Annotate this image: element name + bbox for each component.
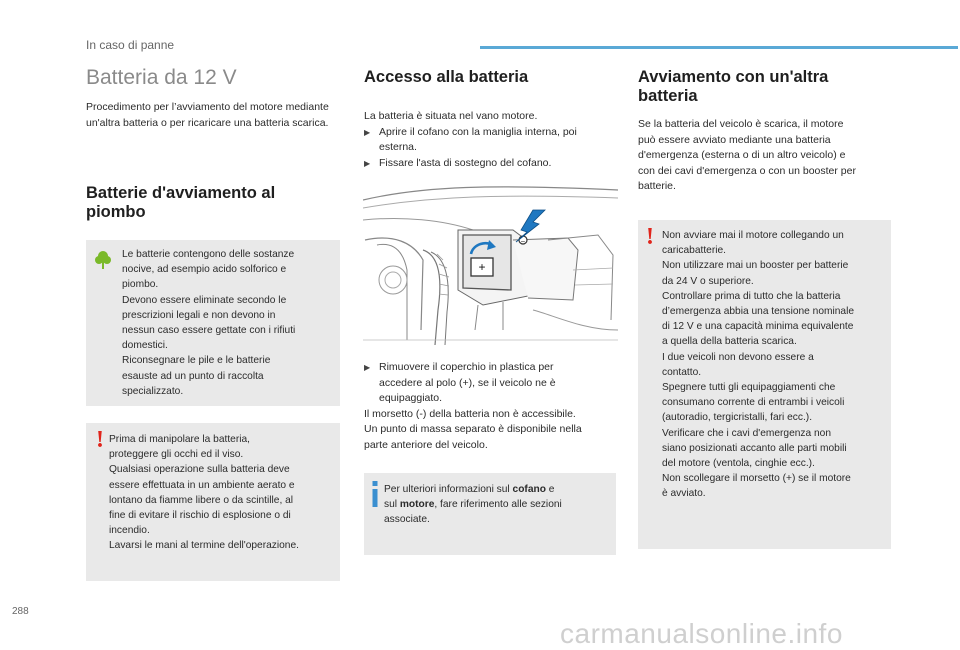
warning-text <box>662 228 889 502</box>
text-line: esterna. <box>379 141 417 154</box>
text-line: Devono essere eliminate secondo le <box>122 294 287 306</box>
text-line: accedere al polo (+), se il veicolo ne è <box>379 376 556 389</box>
text-line: d’emergenza abbia una tensione nominale <box>662 306 855 318</box>
bullet-icon: ▶ <box>364 127 371 137</box>
text-span: sul <box>384 499 400 511</box>
section-header: In caso di panne <box>86 38 175 52</box>
warning-exclamation-icon: ! <box>646 224 654 250</box>
text-line: è avviato. <box>662 488 706 500</box>
heading-line: batteria <box>638 87 698 105</box>
battery-cover-text <box>364 360 619 454</box>
text-line: proteggere gli occhi ed il viso. <box>109 449 244 461</box>
intro-paragraph: Procedimento per l’avviamento del motore mediante un'altra batteria o per ricaricare una batteria scarica. <box>86 101 329 129</box>
eco-notice-text <box>122 247 337 399</box>
heading-line: Batterie d'avviamento al <box>86 184 276 202</box>
text-line: Riconsegnare le pile e le batterie <box>122 355 271 367</box>
text-line: Fissare l'asta di sostegno del cofano. <box>379 156 552 169</box>
text-line: Controllare prima di tutto che la batteria <box>662 290 841 302</box>
bonnet-keyword: cofano <box>512 484 546 495</box>
text-line: Se la batteria del veicolo è scarica, il motore <box>638 118 844 130</box>
text-line: Non utilizzare mai un booster per batterie <box>662 260 849 272</box>
text-line <box>384 497 609 512</box>
engine-keyword: motore <box>399 499 435 511</box>
text-line: (autoradio, tergicristalli, fari ecc.). <box>662 412 813 424</box>
text-line: domestici. <box>122 340 168 352</box>
battery-access-text <box>364 109 619 171</box>
text-line: consumano corrente di entrambi i veicoli <box>662 397 845 409</box>
eco-notice-box <box>86 240 340 406</box>
text-span: , fare riferimento alle sezioni <box>434 499 562 511</box>
warning-box <box>86 423 340 581</box>
warning-exclamation-icon: ! <box>96 427 104 453</box>
text-line: Spegnere tutti gli equipaggiamenti che <box>662 382 836 394</box>
text-line: di 12 V e una capacità minima equivalente <box>662 321 854 333</box>
list-item <box>364 360 619 407</box>
text-span: e <box>545 484 555 495</box>
text-line: Lavarsi le mani al termine dell'operazione. <box>109 540 299 552</box>
text-line: specializzato. <box>122 385 184 397</box>
text-line: lontano da fiamme libere o da scintille, al <box>109 494 294 506</box>
text-line: Aprire il cofano con la maniglia interna, poi <box>379 125 577 138</box>
page-title: Batteria da 12 V <box>86 66 237 89</box>
text-line: può essere avviato mediante una batteria <box>638 133 831 146</box>
text-line: d'emergenza (esterna o di un altro veicolo) e <box>638 149 846 162</box>
section-heading-battery-access: Accesso alla batteria <box>364 68 529 86</box>
text-line <box>384 482 609 497</box>
text-line: contatto. <box>662 366 702 378</box>
text-line: essere effettuata in un ambiente aerato e <box>109 479 295 491</box>
jump-start-intro <box>638 117 893 195</box>
info-text <box>384 482 609 528</box>
text-line: nessun caso essere gettate con i rifiuti <box>122 325 296 337</box>
text-line: Un punto di massa separato è disponibile nella <box>364 423 582 436</box>
text-line: nocive, ad esempio acido solforico e <box>122 264 287 276</box>
bullet-icon: ▶ <box>364 158 371 168</box>
text-line: Non scollegare il morsetto (+) se il motore <box>662 473 851 485</box>
minus-terminal-label: – <box>521 238 525 245</box>
info-icon <box>371 481 379 507</box>
text-line: piombo. <box>122 279 159 291</box>
text-line: siano posizionati accanto alle parti mobili <box>662 442 847 454</box>
plus-terminal-label: + <box>478 260 486 274</box>
warning-box-jump-start <box>638 220 891 549</box>
text-line: da 24 V o superiore. <box>662 275 754 287</box>
text-line: Non avviare mai il motore collegando un <box>662 230 844 241</box>
info-box <box>364 473 616 555</box>
text-line: Qualsiasi operazione sulla batteria deve <box>109 464 290 476</box>
text-line: La batteria è situata nel vano motore. <box>364 110 538 122</box>
text-line: esauste ad un punto di raccolta <box>122 370 264 382</box>
text-line: con dei cavi d'emergenza o con un booster per <box>638 164 856 177</box>
text-line: Verificare che i cavi d'emergenza non <box>662 427 831 439</box>
text-span: Per ulteriori informazioni sul <box>384 484 513 495</box>
header-accent-bar <box>480 46 958 49</box>
text-line: associate. <box>384 514 430 526</box>
text-line: equipaggiato. <box>379 392 443 405</box>
text-line: Rimuovere il coperchio in plastica per <box>379 361 554 373</box>
bullet-icon: ▶ <box>364 363 371 372</box>
page-number: 288 <box>12 606 29 617</box>
text-line: a quella della batteria scarica. <box>662 336 797 348</box>
section-heading-jump-start <box>638 68 893 106</box>
warning-text <box>109 432 337 554</box>
text-line: Il morsetto (-) della batteria non è accessibile. <box>364 407 576 420</box>
engine-bay-illustration <box>363 180 618 350</box>
text-line: incendio. <box>109 525 150 537</box>
text-line: Le batterie contengono delle sostanze <box>122 249 295 260</box>
text-line: batterie. <box>638 180 676 193</box>
list-item <box>364 125 619 156</box>
text-line: I due veicoli non devono essere a <box>662 351 814 363</box>
text-line: fine di evitare il rischio di esplosione o di <box>109 510 291 522</box>
watermark: carmanualsonline.info <box>560 618 843 649</box>
heading-line: piombo <box>86 203 146 221</box>
eco-tree-icon <box>95 250 111 270</box>
text-line: caricabatterie. <box>662 245 726 257</box>
section-heading-lead-batteries <box>86 184 336 222</box>
list-item <box>364 156 619 172</box>
text-line: del motore (ventola, cinghie ecc.). <box>662 458 815 470</box>
text-line: parte anteriore del veicolo. <box>364 438 488 451</box>
text-line: prescrizioni legali e non devono in <box>122 309 276 321</box>
text-line: Prima di manipolare la batteria, <box>109 434 250 445</box>
heading-line: Avviamento con un'altra <box>638 68 829 86</box>
